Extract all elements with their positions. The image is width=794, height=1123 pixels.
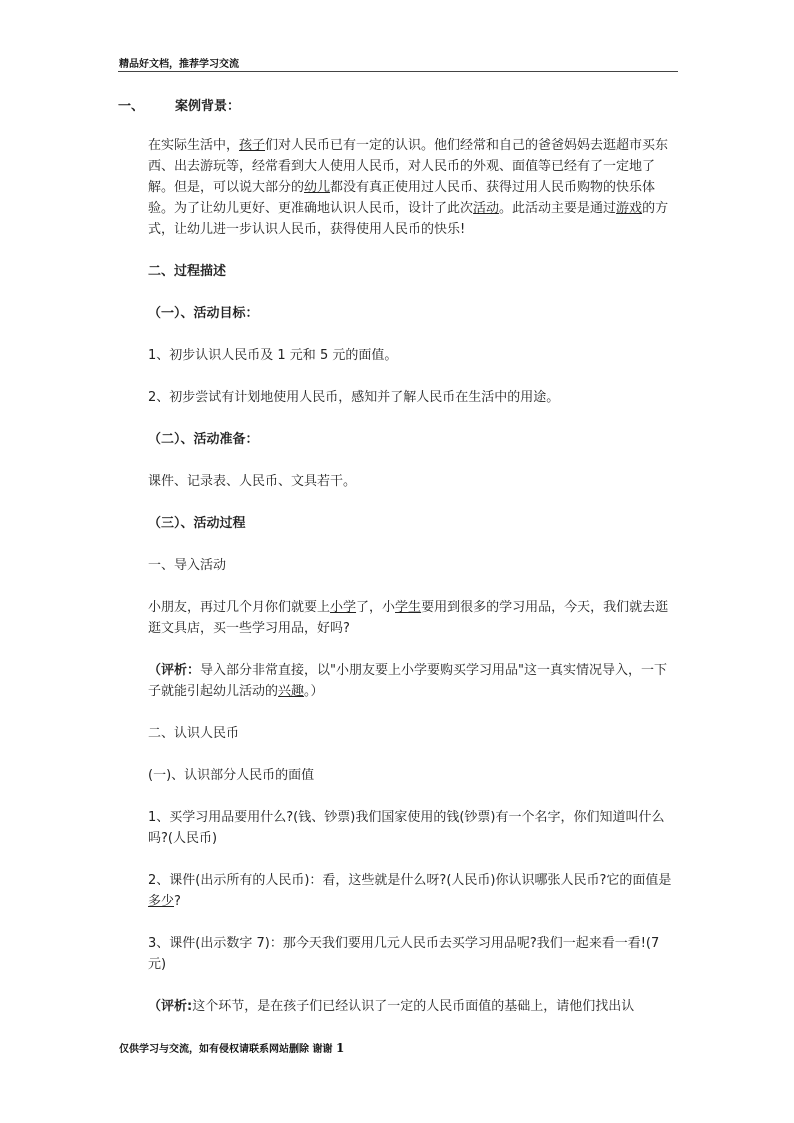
prep-text: 课件、记录表、人民币、文具若干。 [148, 474, 357, 489]
text-run: 。） [304, 684, 324, 699]
question-2 [118, 870, 678, 912]
hyperlink-primary-school[interactable]: 小学 [330, 600, 357, 615]
step-rmb-heading: 二、认识人民币 [148, 726, 240, 741]
question-1: 1、买学习用品要用什么?(钱、钞票)我们国家使用的钱(钞票)有一个名字，你们知道叫什么吗?(人民币) [148, 810, 665, 846]
footer-text: 仅供学习与交流，如有侵权请联系网站删除 谢谢 [119, 1044, 333, 1055]
text-run: 。此活动主要是通过 [499, 201, 617, 216]
hyperlink-toddler[interactable]: 幼儿 [304, 180, 331, 195]
text-run: 小朋友，再过几个月你们就要上 [148, 600, 331, 615]
step-intro-heading: 一、导入活动 [148, 558, 227, 573]
text-run: 都没有真正使用过人民币、获得过用人民币购物的快乐体验。为了让幼儿更好、更准确地认识人民币，设计了此次 [148, 180, 656, 216]
text-run: 这个环节，是在孩子们已经认识了一定的人民币面值的基础上，请他们找出认 [192, 999, 635, 1014]
analysis-1 [118, 660, 678, 702]
hyperlink-children[interactable]: 孩子 [239, 138, 266, 153]
section-heading-background [118, 96, 678, 117]
section-title: 案例背景： [175, 99, 241, 114]
goals-heading: （一）、活动目标： [148, 306, 259, 321]
intro-paragraph [118, 597, 678, 639]
section-number: 一、 [118, 99, 145, 114]
background-paragraph [118, 135, 678, 240]
hyperlink-student[interactable]: 学生 [395, 600, 422, 615]
text-run: ? [174, 894, 181, 909]
analysis-2 [118, 996, 678, 1017]
text-run: 们对人民币已有一定的认识。他们经常和自己的爸爸妈妈去逛超市买东西、出去游玩等，经常看到大人使用人民币，对人民币的外观、面值等已经有了一定地了解。但是，可以说大部分的 [148, 138, 669, 195]
process-heading: （三）、活动过程 [148, 516, 246, 531]
section-heading-process: 二、过程描述 [148, 264, 227, 279]
text-run: 的方式，让幼儿进一步认识人民币，获得使用人民币的快乐! [148, 201, 669, 237]
goal-item-2: 2、初步尝试有计划地使用人民币，感知并了解人民币在生活中的用途。 [148, 390, 560, 405]
text-run: 导入部分非常直接，以"小朋友要上小学要购买学习用品"这一真实情况导入，一下子就能引起幼儿活动的 [148, 663, 667, 699]
text-run: 在实际生活中， [148, 138, 240, 153]
analysis-label: （评析： [148, 663, 201, 678]
text-run: 了，小 [356, 600, 396, 615]
goal-item-1: 1、初步认识人民币及 1 元和 5 元的面值。 [148, 348, 398, 363]
hyperlink-activity[interactable]: 活动 [473, 201, 500, 216]
question-3: 3、课件(出示数字 7)：那今天我们要用几元人民币去买学习用品呢?我们一起来看一看!(7 元) [148, 936, 660, 972]
text-run: 2、课件(出示所有的人民币)：看，这些就是什么呀?(人民币)你认识哪张人民币?它的面值是 [148, 873, 672, 888]
page-number: 1 [335, 1041, 345, 1055]
page-footer [119, 1040, 344, 1055]
hyperlink-game[interactable]: 游戏 [616, 201, 643, 216]
analysis-label: （评析: [148, 999, 193, 1014]
page-header: 精品好文档，推荐学习交流 [119, 59, 239, 70]
header-divider [118, 71, 678, 72]
prep-heading: （二）、活动准备： [148, 432, 259, 447]
document-body [118, 96, 678, 1017]
hyperlink-interest[interactable]: 兴趣 [278, 684, 305, 699]
text-run: 要用到很多的学习用品，今天，我们就去逛逛文具店，买一些学习用品，好吗? [148, 600, 669, 636]
subsection-denominations: (一)、认识部分人民币的面值 [148, 768, 315, 783]
hyperlink-how-much[interactable]: 多少 [148, 894, 175, 909]
